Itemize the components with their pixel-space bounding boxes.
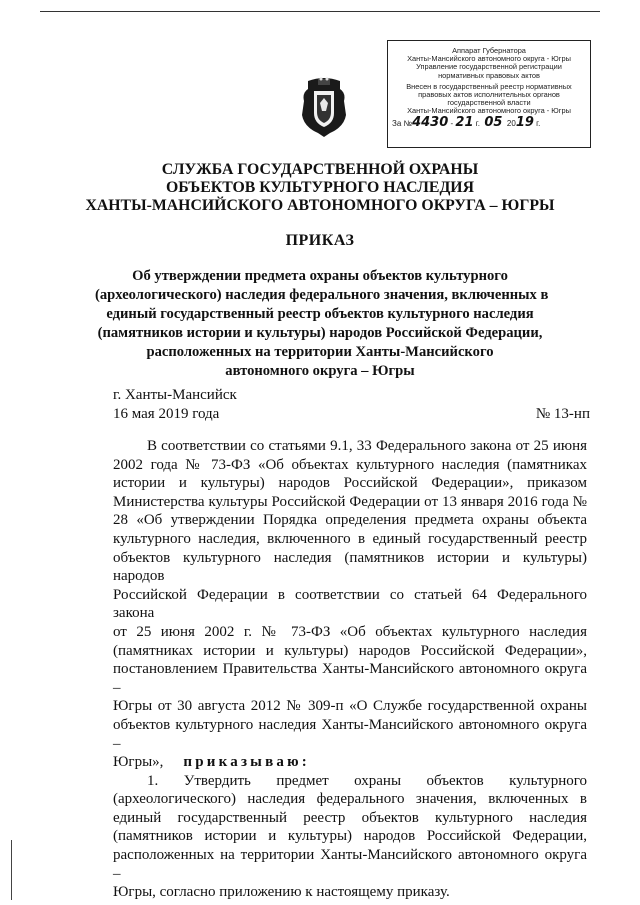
body-line: постановлением Правительства Ханты-Мансийского автономного округа –	[113, 661, 587, 696]
body-line: 28 «Об утверждении Порядка определения предмета охраны объекта	[113, 512, 587, 529]
body-line: В соответствии со статьями 9.1, 33 Федерального закона от 25 июня	[147, 438, 587, 454]
reg-number: 4430	[412, 114, 449, 130]
document-date: 16 мая 2019 года	[113, 406, 220, 422]
document-place: г. Ханты-Мансийск	[113, 387, 237, 403]
reg-year: 19	[515, 114, 534, 130]
body-line: Югры от 30 августа 2012 № 309-п «О Службе государственной охраны	[113, 698, 587, 715]
body-line: (памятников истории и культуры) народов Российской Федерации,	[113, 828, 587, 845]
body-line: от 25 июня 2002 г. № 73-ФЗ «Об объектах культурного наследия	[113, 623, 587, 640]
body-line: расположенных на территории Ханты-Мансийского автономного округа –	[113, 847, 587, 882]
page-edge-mark	[11, 840, 12, 900]
stamp-line: Ханты-Мансийского автономного округа - Югры	[407, 106, 571, 116]
page-edge-line	[40, 11, 600, 12]
stamp-line: государственной власти	[447, 98, 531, 108]
body-line: объектов культурного наследия Ханты-Мансийского автономного округа –	[113, 716, 587, 752]
stamp-line: Аппарат Губернатора	[452, 46, 526, 55]
document-body	[113, 437, 587, 902]
body-line: Югры», приказываю:	[113, 754, 310, 771]
body-line: Российской Федерации в соответствии со статьей 64 Федерального закона	[113, 586, 587, 622]
stamp-line: нормативных правовых актов	[438, 70, 540, 80]
body-line: 2002 года № 73-ФЗ «Об объектах культурного наследия (памятниках	[113, 456, 587, 473]
organization-name: СЛУЖБА ГОСУДАРСТВЕННОЙ ОХРАНЫ ОБЪЕКТОВ КУЛЬТУРНОГО НАСЛЕДИЯ ХАНТЫ-МАНСИЙСКОГО АВТОНОМНОГО ОКРУГА – ЮГРЫ	[85, 161, 555, 214]
stamp-line: Управление государственной регистрации	[416, 62, 562, 72]
stamp-registration-line: За №4430 - 21 г. 05 2019 г.	[392, 114, 541, 130]
document-subject: Об утверждении предмета охраны объектов культурного (археологического) наследия федерального значения, включенных в единый государственный реестр объектов культурного наследия (памятников истории и культуры) народов Российской Федерации, расположенных на территории Ханты-Мансийского автономного округа – Югры	[95, 268, 549, 379]
registration-stamp	[387, 40, 591, 148]
order-word: приказываю:	[183, 754, 310, 771]
body-line: 1. Утвердить предмет охраны объектов культурного	[147, 772, 587, 789]
body-line: объектов культурного наследия (памятников истории и культуры) народов	[113, 549, 587, 585]
stamp-line: Внесен в государственный реестр нормативных	[406, 81, 572, 91]
stamp-line: Ханты-Мансийского автономного округа - Югры	[407, 54, 571, 64]
document-type: ПРИКАЗ	[285, 232, 355, 249]
body-line: истории и культуры) народов Российской Федерации», приказом	[113, 475, 587, 492]
reg-day: 21	[455, 114, 474, 130]
body-line: Югры, согласно приложению к настоящему приказу.	[113, 884, 450, 901]
coat-of-arms-icon	[300, 75, 348, 139]
document-number: № 13-нп	[535, 406, 590, 422]
body-line: Министерства культуры Российской Федерации от 13 января 2016 года №	[113, 493, 587, 510]
body-line: (памятниках истории и культуры) народов Российской Федерации»,	[113, 642, 587, 659]
body-line: единый государственный реестр объектов культурного наследия	[113, 809, 587, 826]
body-line: культурного наследия, включенного в единый государственный реестр	[113, 530, 587, 547]
stamp-line: правовых актов исполнительных органов	[418, 90, 560, 100]
body-line: (археологического) наследия федерального значения, включенных в	[113, 791, 587, 808]
reg-month: 05	[484, 114, 503, 130]
